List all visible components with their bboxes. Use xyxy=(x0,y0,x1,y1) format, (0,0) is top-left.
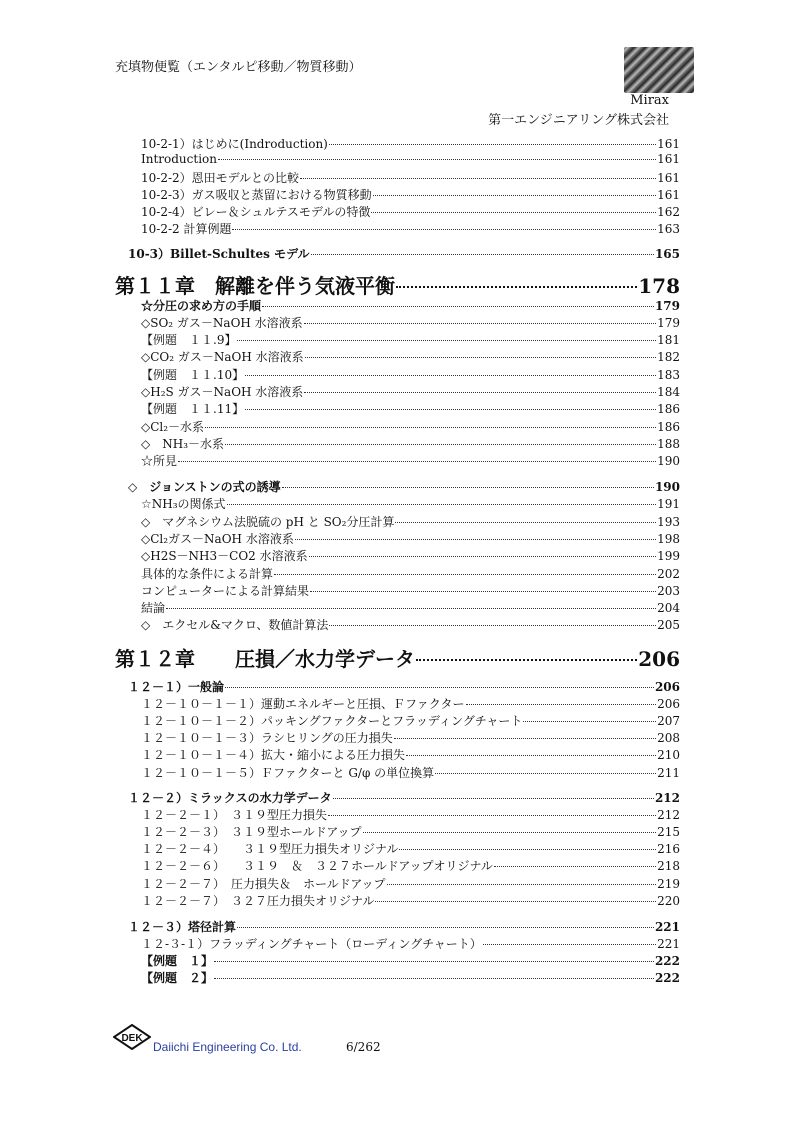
toc-entry[interactable]: ◇ マグネシウム法脱硫の pH と SO₂分圧計算 193 xyxy=(141,515,680,529)
toc-section[interactable]: ◇ ジョンストンの式の誘導 190 xyxy=(128,480,680,494)
footer-company: Daiichi Engineering Co. Ltd. xyxy=(153,1040,302,1054)
toc-entry[interactable]: ◇H2S－NH3－CO2 水溶液系 199 xyxy=(141,549,680,563)
toc-entry[interactable]: １２－２－６） ３１９ ＆ ３２７ホールドアップオリジナル 218 xyxy=(141,859,680,873)
toc-chapter[interactable]: 第１１章 解離を伴う気液平衡 178 xyxy=(115,274,680,298)
toc-entry[interactable]: 【例題 ２】 222 xyxy=(141,971,680,985)
toc-entry[interactable]: ◇ NH₃－水系 188 xyxy=(141,437,680,451)
company-name: 第一エンジニアリング株式会社 xyxy=(488,113,669,128)
toc-entry[interactable]: ◇CO₂ ガス－NaOH 水溶液系 182 xyxy=(141,350,680,364)
toc-entry[interactable]: ◇Cl₂－水系 186 xyxy=(141,420,680,434)
dek-logo-text: DEK xyxy=(121,1033,143,1044)
toc-entry[interactable]: １２-３-１）フラッディングチャート（ローディングチャート） 221 xyxy=(141,937,680,951)
toc-entry[interactable]: 10-2-1）はじめに(Indroduction) 161 xyxy=(141,137,680,151)
packing-photo xyxy=(624,47,694,93)
toc-entry[interactable]: ☆NH₃の関係式 191 xyxy=(141,497,680,511)
toc-entry[interactable]: １２－２－１） ３１９型圧力損失 212 xyxy=(141,808,680,822)
brand-name: Mirax xyxy=(630,93,669,108)
toc-section[interactable]: ☆分圧の求め方の手順 179 xyxy=(141,299,680,313)
toc-entry[interactable]: 【例題 １１.11】 186 xyxy=(141,402,680,416)
toc-entry[interactable]: 10-2-2）恩田モデルとの比較 161 xyxy=(141,171,680,185)
toc-entry[interactable]: １２－２－７） 圧力損失＆ ホールドアップ 219 xyxy=(141,877,680,891)
toc-entry[interactable]: １２－２－４） ３１９型圧力損失オリジナル 216 xyxy=(141,842,680,856)
toc-entry[interactable]: １２－１０－１－１）運動エネルギーと圧損、Ｆファクター 206 xyxy=(141,697,680,711)
toc-entry[interactable]: 10-2-2 計算例題 163 xyxy=(141,222,680,236)
toc-entry[interactable]: １２－１０－１－４）拡大・縮小による圧力損失 210 xyxy=(141,748,680,762)
toc-entry[interactable]: １２－１０－１－５）Ｆファクターと G/φ の単位換算 211 xyxy=(141,766,680,780)
toc-entry[interactable]: 10-2-4）ビレー＆シュルテスモデルの特徴 162 xyxy=(141,205,680,219)
toc-entry[interactable]: ◇Cl₂ガス－NaOH 水溶液系 198 xyxy=(141,532,680,546)
toc-entry[interactable]: 具体的な条件による計算 202 xyxy=(141,567,680,581)
toc-section[interactable]: １２－３）塔径計算 221 xyxy=(128,920,680,934)
toc-entry[interactable]: 結論 204 xyxy=(141,601,680,615)
toc-entry[interactable]: Introduction 161 xyxy=(141,152,680,166)
page-number: 6/262 xyxy=(346,1040,381,1054)
toc-section[interactable]: １２－２）ミラックスの水力学データ 212 xyxy=(128,791,680,805)
document-title: 充填物便覧（エンタルピ移動／物質移動） xyxy=(115,60,362,75)
dek-logo-icon xyxy=(113,1024,151,1050)
toc-entry[interactable]: １２－１０－１－２）パッキングファクターとフラッディングチャート 207 xyxy=(141,714,680,728)
toc-entry[interactable]: ☆所見 190 xyxy=(141,454,680,468)
toc-chapter[interactable]: 第１２章 圧損／水力学データ 206 xyxy=(115,647,680,671)
toc-entry[interactable]: 【例題 １】 222 xyxy=(141,954,680,968)
toc-entry[interactable]: １２－２－７） ３２７圧力損失オリジナル 220 xyxy=(141,894,680,908)
toc-section[interactable]: 10-3）Billet-Schultes モデル 165 xyxy=(128,247,680,261)
toc-entry[interactable]: 10-2-3）ガス吸収と蒸留における物質移動 161 xyxy=(141,188,680,202)
toc-entry[interactable]: ◇ エクセル&マクロ、数値計算法 205 xyxy=(141,618,680,632)
toc-entry[interactable]: １２－２－３） ３１９型ホールドアップ 215 xyxy=(141,825,680,839)
toc-entry[interactable]: ◇SO₂ ガス－NaOH 水溶液系 179 xyxy=(141,316,680,330)
toc-entry[interactable]: 【例題 １１.9】 181 xyxy=(141,333,680,347)
toc-entry[interactable]: 【例題 １１.10】 183 xyxy=(141,368,680,382)
toc-entry[interactable]: １２－１０－１－３）ラシヒリングの圧力損失 208 xyxy=(141,731,680,745)
toc-entry[interactable]: コンピューターによる計算結果 203 xyxy=(141,584,680,598)
toc-entry[interactable]: ◇H₂S ガス－NaOH 水溶液系 184 xyxy=(141,385,680,399)
toc-section[interactable]: １２－１）一般論 206 xyxy=(128,680,680,694)
